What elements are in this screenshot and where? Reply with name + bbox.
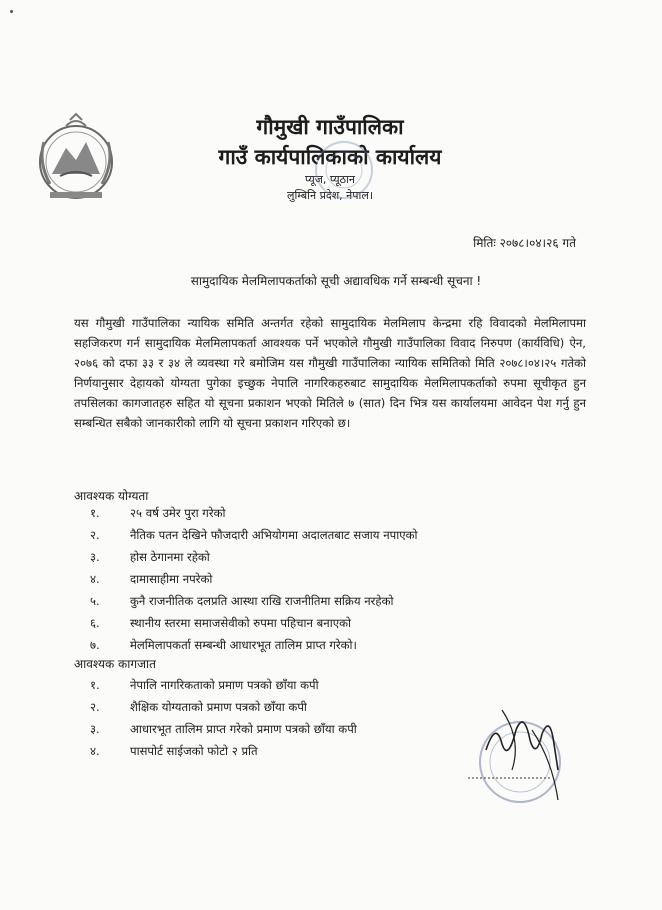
qualifications-heading: आवश्यक योग्यता (74, 489, 149, 503)
address-line-1: प्यूज, प्यूठान (305, 173, 355, 186)
list-item: ४. पासपोर्ट साईजको फोटो २ प्रति (90, 744, 258, 758)
office-stamp-icon (312, 138, 376, 202)
municipality-name: गौमुखी गाउँपालिका (256, 115, 404, 139)
list-item: १. नेपालि नागरिकताको प्रमाण पत्रको छाँया कपी (90, 678, 319, 692)
list-item: ७. मेलमिलापकर्ता सम्बन्धी आधारभूत तालिम प्राप्त गरेको। (90, 638, 357, 652)
signature-stamp-icon (462, 700, 592, 810)
scan-dot (10, 10, 13, 13)
documents-heading: आवश्यक कागजात (74, 657, 156, 671)
notice-date: मितिः २०७८।०४।२६ गते (473, 236, 576, 250)
list-item: ४. दामासाहीमा नपरेको (90, 572, 213, 586)
list-item: १. २५ वर्ष उमेर पुरा गरेको (90, 506, 226, 520)
list-item: २. नैतिक पतन देखिने फौजदारी अभियोगमा अदालतबाट सजाय नपाएको (90, 528, 418, 542)
office-name: गाउँ कार्यपालिकाको कार्यालय (218, 145, 442, 169)
notice-subject: सामुदायिक मेलमिलापकर्ताको सूची अद्यावधिक गर्ने सम्बन्धी सूचना ! (190, 274, 482, 288)
qualifications-list (74, 502, 544, 656)
nepal-emblem-icon (30, 112, 122, 204)
list-item: ३. आधारभूत तालिम प्राप्त गरेको प्रमाण पत्रको छाँया कपी (90, 722, 357, 736)
list-item: ३. होस ठेगानमा रहेको (90, 550, 210, 564)
address-line-2: लुम्बिनि प्रदेश, नेपाल। (286, 189, 373, 202)
list-item: ६. स्थानीय स्तरमा समाजसेवीको रुपमा पहिचान बनाएको (90, 616, 352, 630)
list-item: ५. कुनै राजनीतिक दलप्रति आस्था राखि राजनीतिमा सक्रिय नरहेको (90, 594, 394, 608)
notice-body: यस गौमुखी गाउँपालिका न्यायिक समिति अन्तर्गत रहेको सामुदायिक मेलमिलाप केन्द्रमा रहि विवादको मेलमिलापमा सहजिकरण गर्न सामुदायिक मेलमिलापकर्ता आवश्यक पर्ने भएकोले गौमुखी गाउँपालिका विवाद निरुपण (कार्यविधि) ऐन, २०७६ को दफा ३३ र ३४ ले व्यवस्था गरे बमोजिम यस गौमुखी गाउँपालिका न्यायिक समितिको मिति २०७८।०४।२५ गतेको निर्णयानुसार देहायको योग्यता पुगेका इच्छुक नेपालि नागरिकहरुबाट सामुदायिक मेलमिलापकर्ताको रुपमा सूचीकृत हुन तपसिलका कागजातहरु सहित यो सूचना प्रकाशन भएको मितिले ७ (सात) दिन भित्र यस कार्यालयमा आवेदन पेश गर्नु हुन सम्बन्धित सबैको जानकारीको लागि यो सूचना प्रकाशन गरिएको छ। (74, 316, 586, 430)
list-item: २. शैक्षिक योग्यताको प्रमाण पत्रको छाँया कपी (90, 700, 307, 714)
